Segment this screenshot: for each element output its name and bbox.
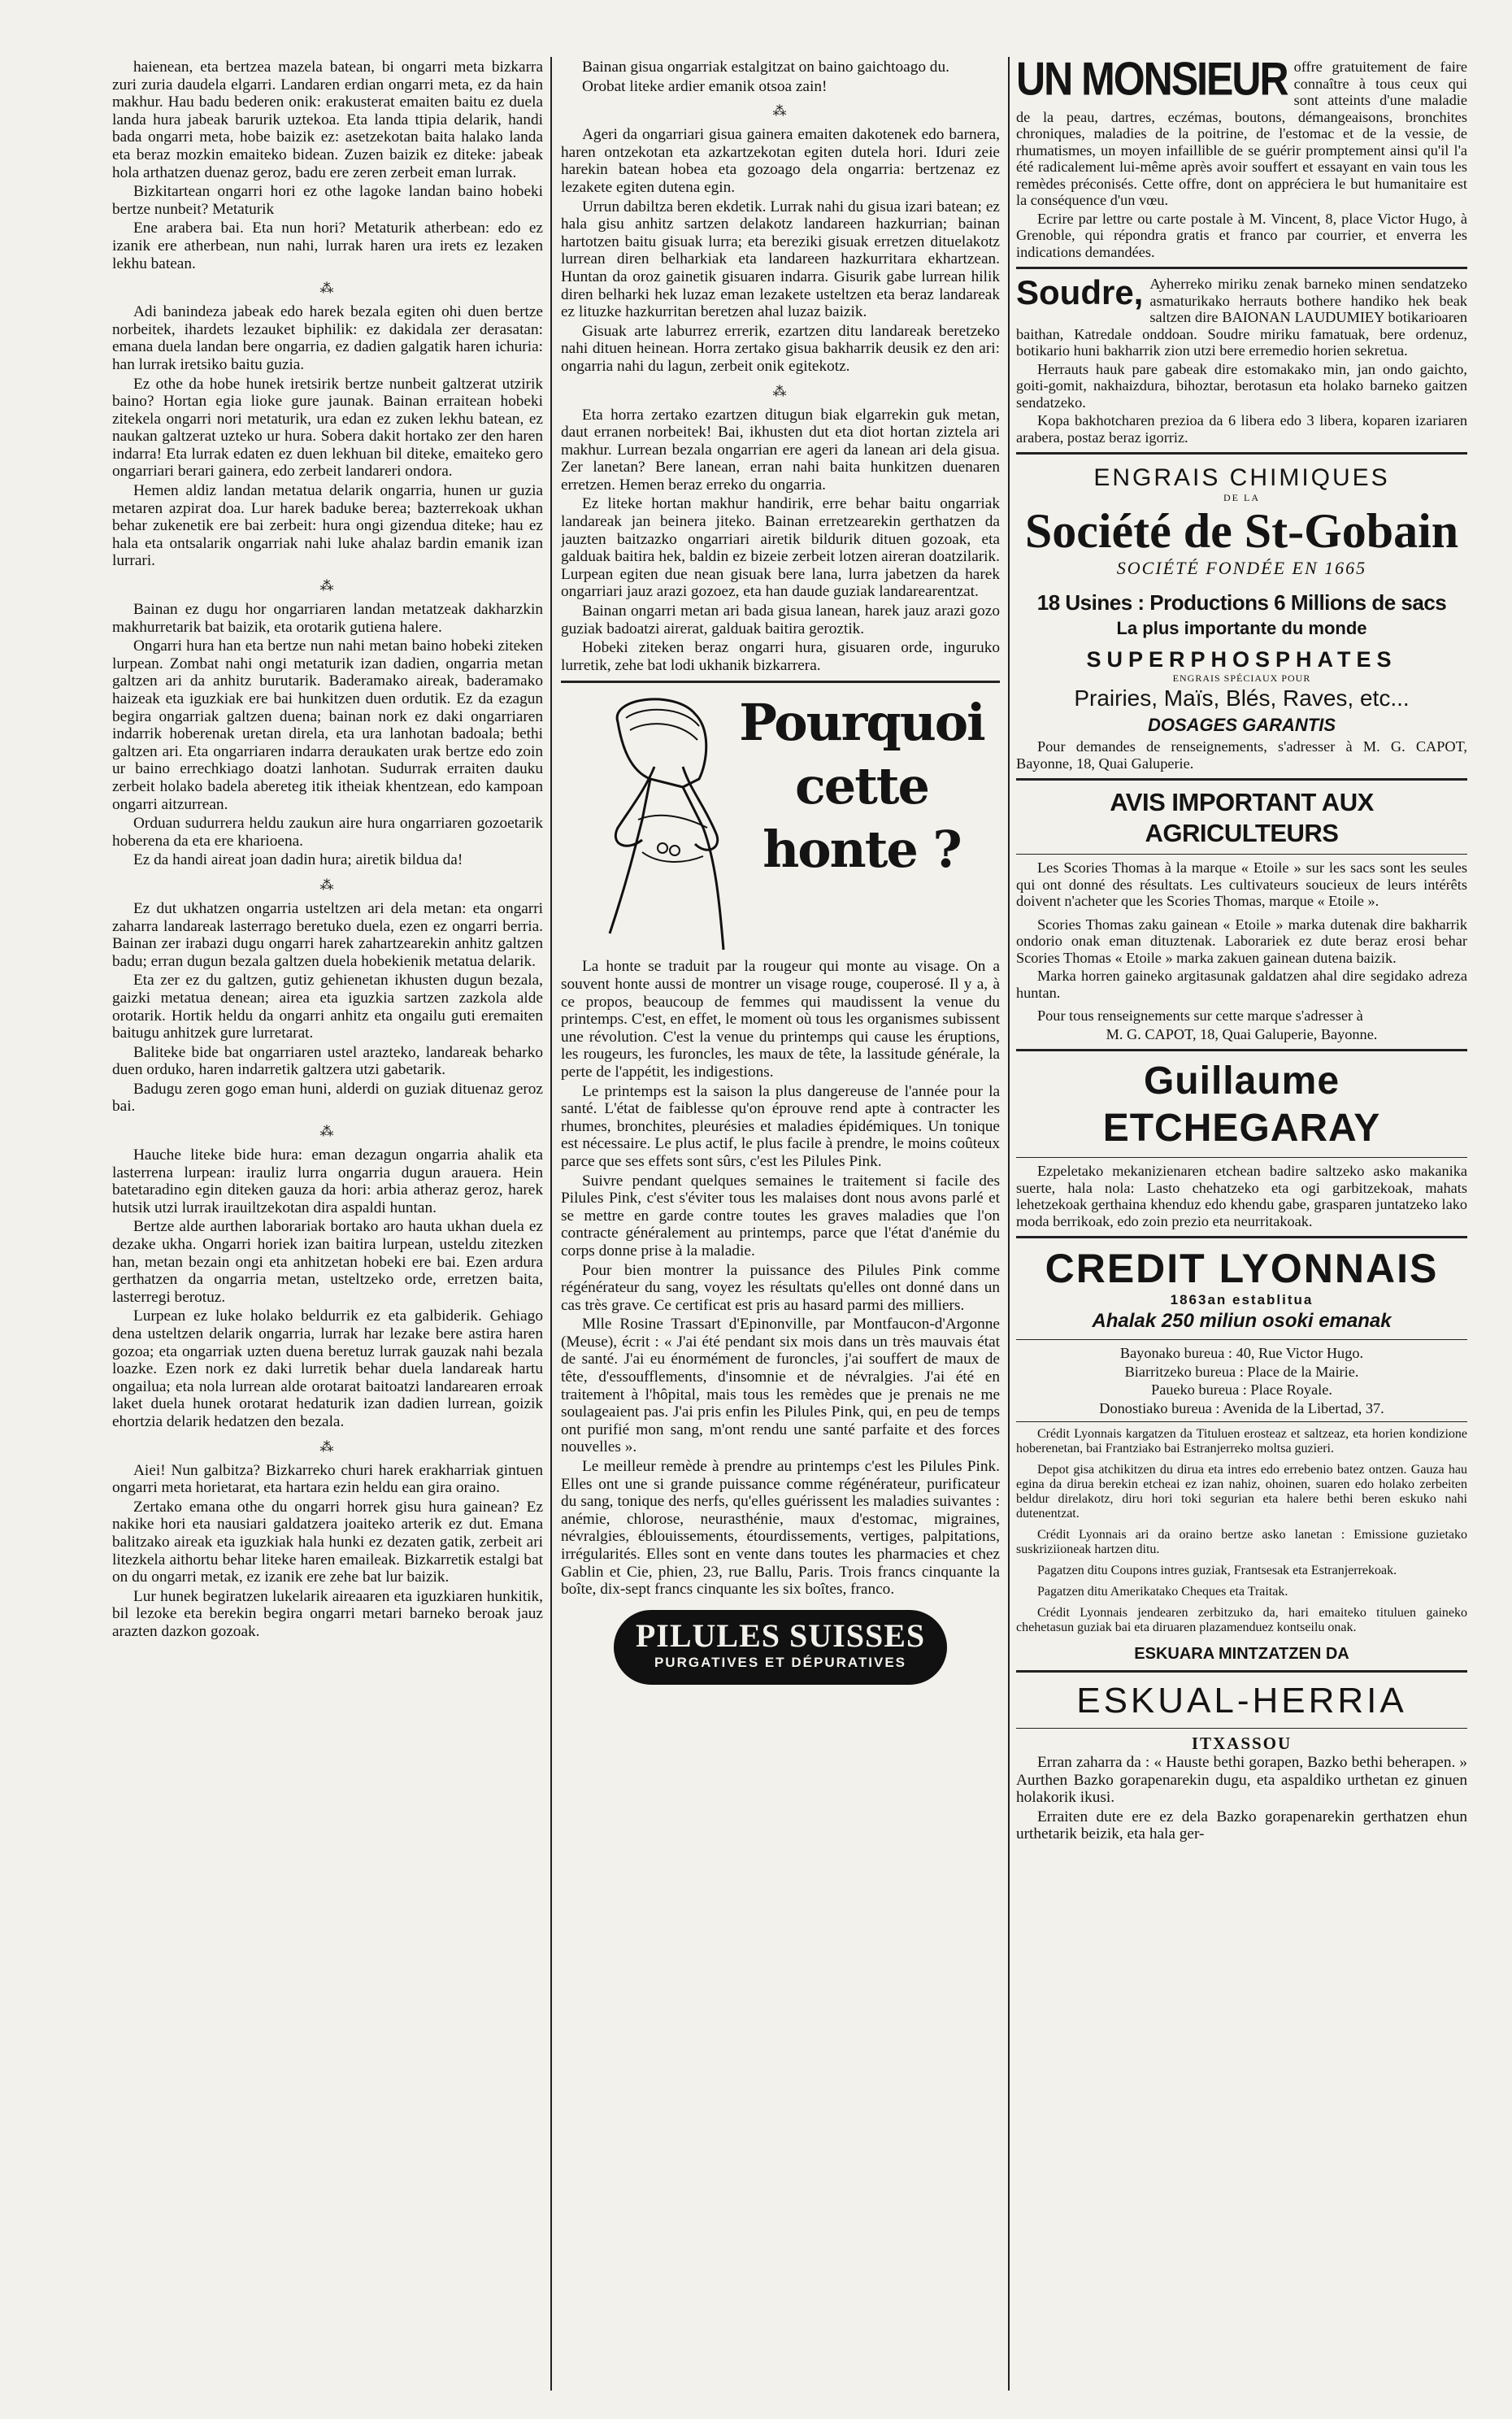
paragraph: Le meilleur remède à prendre au printemps c'est les Pilules Pink. Elles ont une si grande puissance comme régénérateur, purificateur du sang, tonique des nerfs, qu'elles guérissent les maladies suivantes : anémie, chlorose, neurasthénie, maux d'estomac, migraines, névralgies, éblouissements, étourdissements, vertiges, palpitations, irrégularités. Elles sont en vente dans toutes les pharmacies et chez Gablin et Cie, phien, 23, rue Ballu, Paris. Trois francs cinquante la boîte, dix-sept francs cinquante les six boîtes, franco.	[561, 1458, 1000, 1599]
separator-rule	[1016, 778, 1467, 781]
thin-rule	[1016, 1421, 1467, 1422]
soudre-title: Soudre,	[1016, 273, 1144, 311]
paragraph: Orduan sudurrera heldu zaukun aire hura ongarriaren gozoetarik hoberena da eta ere kharioena.	[112, 815, 543, 850]
column-3-advertisements	[1016, 59, 1467, 2400]
paragraph: Urrun dabiltza beren ekdetik. Lurrak nahi du gisua izari batean; ez hala gisu anhitz sartzen delakotz landareen hazkurrian; bainan hartotzen baitu gisuak lurra; eta bereziki gisuak erretzen dituelakotz lurrean diren belharkiak eta landareen hazkurritara ekhartzean. Huntan da oroz gainetik gisuaren indarra. Gisurik gabe lurrean hilik diren belharki hek luzaz eman lezakete usteltzen eta beraz landareak ez lituzke hazkurritan beretzen ahal luzaz baizik.	[561, 198, 1000, 321]
thin-rule	[1016, 1728, 1467, 1729]
section-ornament: ⁂	[772, 383, 789, 399]
paragraph: Mlle Rosine Trassart d'Epinonville, par Montfaucon-d'Argonne (Meuse), écrit : « J'ai été pendant six mois dans un très mauvais état de santé. J'ai eu énormément de furoncles, j'ai souffert de maux de tête, d'essoufflements, d'insomnie et de névralgies. J'ai été en traitement à l'hôpital, mais tous les remèdes que je prenais ne me soulageaient pas. J'ai pris enfin les Pilules Pink, qui, en peu de temps ont purifié mon sang, m'ont rendu une santé parfaite et des forces nouvelles ».	[561, 1316, 1000, 1456]
separator-rule	[1016, 452, 1467, 455]
paragraph: Baliteke bide bat ongarriaren ustel arazteko, landareak beharko duen orduko, haren indarretik galtzera utzi gabetarik.	[112, 1043, 543, 1079]
eskual-herria-title: ESKUAL-HERRIA	[1076, 1681, 1407, 1721]
pourquoi-headline: Pourquoi cette honte ?	[739, 693, 984, 880]
section-ornament: ⁂	[319, 1438, 336, 1455]
paragraph: Lur hunek begiratzen lukelarik aireaaren eta iguzkiaren hunkitik, bil lezoke eta berekin begira ongarri metari barneko beroak jauz arazten dazkon gozoak.	[112, 1587, 543, 1640]
paragraph: Badugu zeren gogo eman huni, alderdi on guziak dituenaz geroz bai.	[112, 1080, 543, 1116]
paragraph: Aiei! Nun galbitza? Bizkarreko churi harek erakharriak gintuen ongarri meta horietarat, eta hartara ezin heldu ean gira oraino.	[112, 1461, 543, 1497]
paragraph: La honte se traduit par la rougeur qui monte au visage. On a souvent honte aussi de montrer un visage rouge, couperosé. Il y a, à ce propos, beaucoup de femmes qui maudissent la venue du printemps. C'est, en effet, le moment où tous les organismes subissent une révolution. C'est la venue du printemps qui cause les éruptions, les rougeurs, les furoncles, les maux de tête, la lassitude générale, la perte de l'appétit, les indigestions.	[561, 958, 1000, 1081]
column-divider-2	[1008, 57, 1010, 2391]
paragraph: Bainan ez dugu hor ongarriaren landan metatzeak dakharzkin makhurretarik bat baizik, eta orotarik gutiena halere.	[112, 601, 543, 636]
paragraph: Hobeki ziteken beraz ongarri hura, gisuaren orde, inguruko lurretik, zehe bat lodi ukhanik bizkarrera.	[561, 639, 1000, 674]
column-2	[561, 59, 1000, 2400]
separator-rule	[1016, 1236, 1467, 1238]
credit-lyonnais-title: CREDIT LYONNAIS	[1045, 1246, 1439, 1291]
etchegaray-ad: Guillaume ETCHEGARAY Ezpeletako mekanizienaren etchean badire saltzeko asko makanika suerte, hala nola: Lasto chehatzeko eta ogi garbitzekoak, mahats lehetzekoak gerthaina khenduz edo khendu gabe, grasparen juntatzeko lako moda berrikoak, edo zoin prezio eta neurritakoak.	[1016, 1059, 1467, 1229]
paragraph: Hauche liteke bide hura: eman dezagun ongarria ahalik eta lasterrena lurpean: irauliz lurra ongarria dugun arauera. Hein batetaradino egin diteken gauza da hori: arbia atheraz geroz, harek hutsik utzi lurrak irauiltzekotan dira aspaldi huntan.	[112, 1146, 543, 1216]
paragraph: Adi banindeza jabeak edo harek bezala egiten ohi duen bertze norbeitek, ihardets lezauket biphilik: ez dakidala zer derasatan: emana duela landan bere ongarria, ez dadien galgatik haren ichuria: han lurrak iretsiko baitu guzia.	[112, 303, 543, 373]
paragraph: Hemen aldiz landan metatua delarik ongarria, hunen ur guzia metaren azpirat doa. Lur harek baduke berea; bazterrekoak ukhan behar zukenetik ere bai zerbeit: hura ongi gizendua diteke; hau ez hala eta ontsalarik ongarriak nahi luke ahalaz bardin emanik izan lurrari.	[112, 482, 543, 570]
paragraph: Bainan ongarri metan ari bada gisua lanean, harek jauz arazi gozo guziak badoatzi airerat, galduak baitira geroztik.	[561, 603, 1000, 637]
paragraph: Ageri da ongarriari gisua gainera emaiten dakotenek edo barnera, haren ontzekotan eta azkartzekotan egiten dutela hori. Iduri zeie harekin batean hobea eta gozoago dela ongarria: bertzenaz ez lezakete egiten dutena egin.	[561, 126, 1000, 196]
column-divider-1	[550, 57, 552, 2391]
paragraph: Suivre pendant quelques semaines le traitement si facile des Pilules Pink, c'est s'éviter tous les malaises dont nous avons parlé et se mettre en garde contre toutes les graves maladies que l'on contracte généralement au printemps, parce que l'état d'anémie du corps donne prise à la maladie.	[561, 1172, 1000, 1260]
paragraph: Ene arabera bai. Eta nun hori? Metaturik atherbean: edo ez izanik ere atherbean, nun nahi, lurrak haren ura irets ez lezaken lekhu batean.	[112, 220, 543, 272]
pilules-suisses-logo: PILULES SUISSES PURGATIVES ET DÉPURATIVES	[614, 1610, 947, 1685]
etchegaray-title: Guillaume ETCHEGARAY	[1102, 1059, 1381, 1150]
soudre-ad: Soudre, Ayherreko miriku zenak barneko minen sendatzeko asmaturikako herrauts bothere handiko hek beak saltzen dire BAIONAN LAUDUMIEY botikarioaren baithan, Katredale onddoan. Soudre miriku famatuak, bere ordenuz, botikario huni bakharrik zion utzi bere erremedio horien sekretua. Herrauts hauk pare gabeak dire estomakako min, jan ondo gaichto, goiti-gomit, nakhaizdura, bihoztar, berotasun eta holako barneko gaitzen sendatzeko. Kopa bakhotcharen prezioa da 6 libera edo 3 libera, koparen izariaren arabera, postaz beraz igorriz.	[1016, 273, 1467, 446]
separator-rule	[1016, 267, 1467, 269]
paragraph: Lurpean ez luke holako beldurrik ez eta galbiderik. Gehiago dena usteltzen delarik ongarria, lurrak har lezake bere astira haren gozoa; eta ongarriak uzten duena beretuz lurrak gauzak nahi bezala loazke. Ezen nork ez daki lurretik behar duela landareak hartu ongailua; eta nola lurrean alde orotarat baitoatzi landarearen erroak laket duela hunek orotarat hedaturik izan dadien lurrean, goizik ehortzia delarik hedatzen den bezala.	[112, 1307, 543, 1430]
separator-rule	[1016, 1049, 1467, 1051]
section-ornament: ⁂	[319, 1124, 336, 1140]
pourquoi-cette-honte-ad	[561, 690, 1000, 958]
section-ornament: ⁂	[772, 103, 789, 120]
paragraph: Ez dut ukhatzen ongarria usteltzen ari dela metan: eta ongarri zaharra landareak lasterrago beretuko duela, ezen ez ongarri berria. Bainan zer irabazi dugu ongarri harek zahartzearekin anhitz galtzen badu; erran dugun bezala galtzen duela hobekienik metatua delarik.	[112, 899, 543, 970]
section-ornament: ⁂	[319, 578, 336, 594]
paragraph: Le printemps est la saison la plus dangereuse de l'année pour la santé. L'état de faiblesse qu'on éprouve rend apte à contracter les rhumes, bronchites, pleurésies et maladies épidémiques. Un tonique est nécessaire. Le plus actif, le plus facile à prendre, le moins coûteux parce que ses effets sont sûrs, c'est les Pilules Pink.	[561, 1082, 1000, 1170]
separator-rule	[1016, 1670, 1467, 1673]
un-monsieur-ad: UN MONSIEUR offre gratuitement de faire connaître à tous ceux qui sont atteints d'une maladie de la peau, dartres, eczémas, boutons, démangeaisons, bronchites chroniques, maladies de la poitrine, de l'estomac et de la vessie, de rhumatismes, un moyen infaillible de se guérir promptement ainsi qu'il l'a été radicalement lui-même après avoir souffert et essayant en vain tous les remèdes préconisés. Cette offre, dont on appréciera le but humanitaire est la conséquence d'un vœu. Ecrire par lettre ou carte postale à M. Vincent, 8, place Victor Hugo, à Grenoble, qui répondra gratis et franco par courrier, et enverra les indications demandées.	[1016, 59, 1467, 260]
paragraph: Pour bien montrer la puissance des Pilules Pink comme régénérateur du sang, voyez les résultats qu'elles ont donné dans un cas très grave. Ce certificat est pris au hasard parmi des milliers.	[561, 1261, 1000, 1314]
paragraph: Eta horra zertako ezartzen ditugun biak elgarrekin guk metan, daut erranen norbeitek! Bai, ikhusten dut eta diot hortan ziztela ari makhur. Lurrean bezala ongarrian ere ageri da lanean ari dela gisua. Zer lanetan? Bere lanean, erran nahi baita hunkitzen duenaren erretzen. Hemen beraz erreko du ongarria.	[561, 406, 1000, 494]
paragraph: haienean, eta bertzea mazela batean, bi ongarri meta bizkarra zuri zuria daudela elgarri. Landaren erdian ongarri meta, ez da hain makhur. Hau badu bederen onik: erakusterat emaiten baitu ez duela landa hura jabeak barurik uztekoa. Eta landa ttipia delarik, handi bada ongarri meta, hobe baizik ez: asetzekotan baita halako landa eta beraz mozkin emaiteko bidean. Zuzen baizik ez diteke: jabeak hola arthatzen duenaz geroz, badu ere zeren zerbeit eman lurrak.	[112, 59, 543, 181]
saint-gobain-title: Société de St-Gobain	[1024, 504, 1459, 558]
paragraph: Zertako emana othe du ongarri horrek gisu hura gainean? Ez nakike hori eta nausiari galdatzera joaiteko arterik ez dut. Emana balitzako aireak eta iguzkiak hala hunki ez dezaten gatik, zerbeit ari litezkela aithortu behar liteke haren emaileak. Bizkarretik estalgi bat on du ongarri metak, ez izanik ere zehe bat lur baizik.	[112, 1498, 543, 1586]
eskual-herria-section: ESKUAL-HERRIA ITXASSOU Erran zaharra da : « Hauste bethi gorapen, Bazko bethi beherapen. » Aurthen Bazko gorapenarekin dugu, eta aspaldiko urthetan ez ginuen holakorik ikusi. Erraiten dute ere ez dela Bazko gorapenarekin gerthatzen ehun urthetarik beizik, eta hala ger-	[1016, 1681, 1467, 1843]
paragraph: Gisuak arte laburrez errerik, ezartzen ditu landareak beretzeko nahi dituen heinean. Horra zertako gisua bakharrik deusik ez den ari: ongarria nahi du lagun, zerbeit onik egitekotz.	[561, 322, 1000, 375]
thin-rule	[1016, 854, 1467, 855]
un-monsieur-title: UN MONSIEUR	[1016, 59, 1288, 106]
scories-thomas-ad: AVIS IMPORTANT AUX AGRICULTEURS Les Scories Thomas à la marque « Etoile » sur les sacs sont les seules qui ont donné des résultats. Les cultivateurs soucieux de leurs intérêts doivent n'acheter que les Scories Thomas, marque « Etoile ». Scories Thomas zaku gainean « Etoile » marka dutenak dire bakharrik ondorio onak eman dituztenak. Laborariek ez dute beraz erosi behar Scories Thomas « Etoile » marka zakuen gainean dutena baizik. Marka horren gaineko argitasunak galdatzen ahal dire segidako adreza huntan. Pour tous renseignements sur cette marque s'adresser à M. G. CAPOT, 18, Quai Galuperie, Bayonne.	[1016, 788, 1467, 1042]
credit-lyonnais-ad: CREDIT LYONNAIS 1863an establitua Ahalak 250 miliun osoki emanak Bayonako bureua : 40, Rue Victor Hugo. Biarritzeko bureua : Place de la Mairie. Paueko bureua : Place Royale. Donostiako bureua : Avenida de la Libertad, 37. Crédit Lyonnais kargatzen da Tituluen erosteaz et saltzeaz, eta horien kondizione hoberenetan, bai Frantziako bai Estranjerreko moltsa guzieri. Depot gisa atchikitzen du dirua eta intres edo errebenio batez ontzen. Gauza hau egina da dirua berekin etcheai ez izan nahiz, ohoinen, suaren edo holako zerbeiten beldur direlakotz, diru hori toki segurian eta halere bethi beren eskuko nahi dutenentzat. Crédit Lyonnais ari da oraino bertze asko lanetan : Emissione guzietako suskriziioneak hartzen ditu. Pagatzen ditu Coupons intres guziak, Frantsesak eta Estranjerrekoak. Pagatzen ditu Amerikatako Cheques eta Traitak. Crédit Lyonnais jendearen zerbitzuko da, hari emaiteko tituluen gaineko chehetasun guziak bai eta diruaren plazamenduez kontseilu onak. ESKUARA MINTZATZEN DA	[1016, 1246, 1467, 1663]
paragraph: Bainan gisua ongarriak estalgitzat on baino gaichtoago du.	[582, 59, 949, 76]
paragraph: Bertze alde aurthen laborariak bortako aro hauta ukhan duela ez dezake ukha. Ongarri horiek izan baitira lurpean, usteldu zitezken han, metan bezain ongi eta anhitzetan hobeki ere bai. Ezen ardura gerthatzen da ongarria metan, usteltzeko orde, erretzen baita, lasterregi berotuz.	[112, 1218, 543, 1306]
paragraph: Ez othe da hobe hunek iretsirik bertze nunbeit galtzerat utzirik baino? Hortan egia lioke gure jaunak. Bainan erraitean hobeki zitekela ongarri nori metaturik, ura edan ez zuken lekhu batean, ez naukan galtzerat uzteko ur hura. Sobera dakit hortako zer den haren indarra! Eta lurrak edaten ez duen lekhuan bil diteke, emaiteko gero ongarriari berari gainera, edo zerbeit landareri ondora.	[112, 375, 543, 481]
thin-rule	[1016, 1157, 1467, 1158]
paragraph: Eta zer ez du galtzen, gutiz gehienetan ikhusten dugun bezala, gaizki metatua denean; airea eta iguzkia sartzen zazkola alde orotarik. Hortik heldu da ongarri anhitz eta ongailu guti eremaiten baitugu anhitzek gure lurretarat.	[112, 972, 543, 1042]
paragraph: Ez da handi aireat joan dadin hura; airetik bildua da!	[133, 851, 463, 869]
thin-rule	[1016, 1339, 1467, 1340]
saint-gobain-ad: ENGRAIS CHIMIQUES DE LA Société de St-Gobain SOCIÉTÉ FONDÉE EN 1665 18 Usines : Productions 6 Millions de sacs La plus importante du monde SUPERPHOSPHATES ENGRAIS SPÉCIAUX POUR Prairies, Maïs, Blés, Raves, etc... DOSAGES GARANTIS Pour demandes de renseignements, s'adresser à M. G. CAPOT, Bayonne, 18, Quai Galuperie.	[1016, 464, 1467, 772]
paragraph: Orobat liteke ardier emanik otsoa zain!	[582, 77, 828, 95]
paragraph: Ongarri hura han eta bertze nun nahi metan baino hobeki ziteken lurpean. Zombat nahi ongi metaturik izan dadien, ongarria metan galtzen ari da anhitz burutarik. Baderamako aireak, baderamako haizeak eta iguzkiak ere bai hunkitzen duen ordutik. Ez da ezagun begira ongarriak galtzen duena; bainan nork ez daki ongarriaren indarrik hoberenak uretan direla, eta ura lanhotan badoala; bethi galtzen ari. Eta ongarriaren indarra deraukaten urak bertze edo zoin ur baino errechkiago doatzi lanhotan. Sudurrak erraiten dauku zerbeit holako badela abereteg itik itheiak khentzean, edo kampoan ongarri aitzurrean.	[112, 637, 543, 813]
paragraph: Bizkitartean ongarri hori ez othe lagoke landan baino hobeki bertze nunbeit? Metaturik	[112, 183, 543, 218]
article-continuation	[561, 59, 1000, 674]
section-ornament: ⁂	[319, 877, 336, 893]
pilules-pink-article	[561, 958, 1000, 1598]
paragraph: Ez liteke hortan makhur handirik, erre behar baitu ongarriak landareak jan beinera jiteko. Bainan erretzearekin gerthatzen da jauzten baitzazko ongarriari airetik bildurik dituen gozoak, eta galduak baitira hek, baldin ez bizeie zerbeit lotzen aireran doatzilarik. Lurpean egiten due nean gisuak bere lana, lurra jabetzen da harek ongarriari jauz arazi gozoez, eta han daude guziak landarearentzat.	[561, 495, 1000, 601]
section-ornament: ⁂	[319, 281, 336, 297]
column-1-basque-article	[112, 59, 543, 2400]
separator-rule	[561, 681, 1000, 683]
